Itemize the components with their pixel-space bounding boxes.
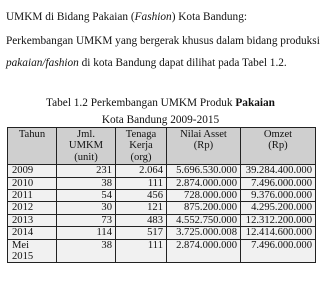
caption-text: Tabel 1.2 Perkembangan UMKM Produk <box>46 97 236 109</box>
cell-tahun <box>8 165 57 177</box>
header-line: (unit) <box>74 151 98 163</box>
cell-nilai-asset: 2.874.000.000 <box>167 239 241 263</box>
cell-nilai-asset: 2.874.000.000 <box>167 177 241 189</box>
cell-tenaga-kerja: 517 <box>116 227 167 239</box>
paragraph-text: di kota Bandung dapat dilihat pada Tabel 1.2. <box>78 57 287 69</box>
table-row <box>8 190 316 202</box>
paragraph-line-1 <box>6 10 247 24</box>
header-tahun <box>8 128 57 165</box>
header-line: UMKM <box>68 140 104 152</box>
cell-jml-umkm: 38 <box>57 177 116 189</box>
cell-nilai-asset: 4.552.750.000 <box>167 214 241 226</box>
header-omzet <box>241 128 316 165</box>
cell-tenaga-kerja: 121 <box>116 202 167 214</box>
table-row <box>8 239 316 263</box>
year-line: Mei <box>12 239 30 251</box>
cell-jml-umkm: 231 <box>57 165 116 177</box>
cell-omzet: 9.376.000.000 <box>241 190 316 202</box>
cell-tenaga-kerja: 111 <box>116 177 167 189</box>
cell-omzet: 7.496.000.000 <box>241 177 316 189</box>
cell-tahun <box>8 177 57 189</box>
header-jml-umkm <box>57 128 116 165</box>
table-header-row <box>8 128 316 165</box>
caption-bold-term: Pakaian <box>235 97 275 109</box>
paragraph-line-3 <box>6 56 287 70</box>
cell-jml-umkm: 114 <box>57 227 116 239</box>
cell-jml-umkm: 54 <box>57 190 116 202</box>
header-line: Tenaga <box>125 129 157 140</box>
paragraph-line-2: Perkembangan UMKM yang bergerak khusus dalam bidang produksi <box>6 35 320 47</box>
cell-tahun <box>8 190 57 202</box>
year-line: 2011 <box>12 190 33 202</box>
cell-tahun <box>8 227 57 239</box>
cell-tenaga-kerja: 456 <box>116 190 167 202</box>
cell-tenaga-kerja: 2.064 <box>116 165 167 177</box>
cell-nilai-asset: 5.696.530.000 <box>167 165 241 177</box>
paragraph-italic-term: Fashion <box>134 11 172 23</box>
table-row <box>8 214 316 226</box>
table-row <box>8 177 316 189</box>
header-line: Tahun <box>18 129 46 140</box>
cell-tahun <box>8 239 57 263</box>
cell-tahun <box>8 202 57 214</box>
table-caption-subtitle: Kota Bandung 2009-2015 <box>101 114 220 126</box>
table-header <box>8 128 316 165</box>
cell-jml-umkm: 38 <box>57 239 116 263</box>
table-row <box>8 202 316 214</box>
header-line: Jml. <box>77 129 95 140</box>
table-body <box>8 165 316 263</box>
cell-tahun <box>8 214 57 226</box>
cell-omzet: 39.284.400.000 <box>241 165 316 177</box>
paragraph-italic-term: pakaian/fashion <box>6 57 79 69</box>
cell-jml-umkm: 30 <box>57 202 116 214</box>
year-line: 2014 <box>12 227 34 239</box>
year-line: 2010 <box>12 177 34 189</box>
cell-nilai-asset: 3.725.000.008 <box>167 227 241 239</box>
header-line: Omzet <box>263 129 293 140</box>
header-line: Nilai Asset <box>180 129 227 140</box>
header-line: (Rp) <box>268 140 288 152</box>
cell-tenaga-kerja: 111 <box>116 239 167 263</box>
cell-nilai-asset: 875.200.000 <box>167 202 241 214</box>
paragraph-text: UMKM di Bidang Pakaian ( <box>6 11 135 23</box>
umkm-table <box>7 127 316 263</box>
table-row <box>8 165 316 177</box>
year-line: 2013 <box>12 214 34 226</box>
year-line: 2009 <box>12 165 34 177</box>
header-nilai-asset <box>167 128 241 165</box>
header-line: (Rp) <box>193 140 214 152</box>
cell-omzet: 7.496.000.000 <box>241 239 316 263</box>
table-row <box>8 227 316 239</box>
year-line: 2012 <box>12 202 34 214</box>
header-line: Kerja <box>129 140 153 152</box>
paragraph-text: ) Kota Bandung: <box>171 11 247 23</box>
cell-jml-umkm: 73 <box>57 214 116 226</box>
table-caption <box>0 96 321 110</box>
header-line: (org) <box>130 151 152 163</box>
cell-omzet: 12.414.600.000 <box>241 227 316 239</box>
year-line: 2015 <box>12 251 34 263</box>
cell-omzet: 12.312.200.000 <box>241 214 316 226</box>
cell-tenaga-kerja: 483 <box>116 214 167 226</box>
header-tenaga-kerja <box>116 128 167 165</box>
cell-nilai-asset: 728.000.000 <box>167 190 241 202</box>
cell-omzet: 4.295.200.000 <box>241 202 316 214</box>
